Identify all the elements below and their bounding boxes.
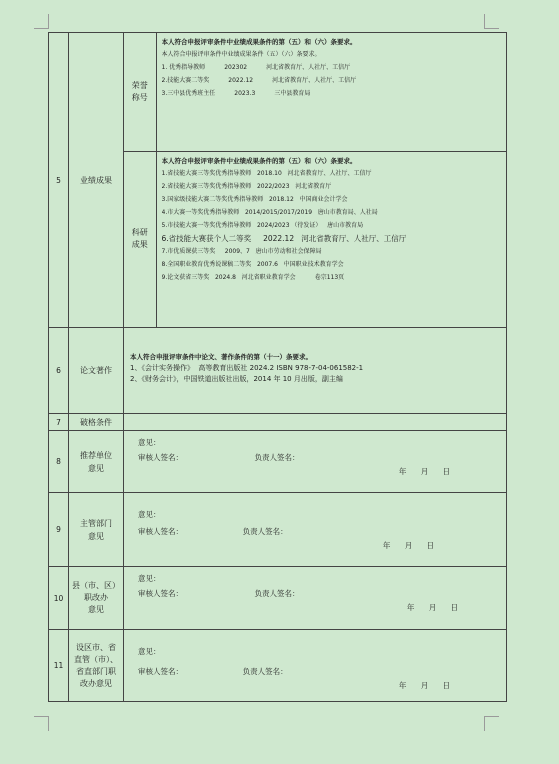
signer-fields: 审核人签名： 负责人签名： (138, 589, 300, 598)
research-item: 7.市优质课获三等奖 2009、7 唐山市劳动和社会保障局 (161, 247, 322, 255)
row-number: 6 (49, 328, 69, 414)
opinion-label: 意见： (138, 647, 161, 656)
research-item: 3.国家级技能大赛二等奖优秀指导教师 2018.12 中国商业会计学会 (161, 195, 348, 203)
row-city-office-opinion (49, 630, 507, 702)
exceptional-cell (124, 414, 507, 431)
row-label: 业绩成果 (69, 33, 124, 328)
row-number: 10 (49, 567, 69, 630)
research-heading: 本人符合申报评审条件中业绩成果条件的第（五）和（六）条要求。 (161, 156, 357, 165)
honors-heading: 本人符合申报评审条件中业绩成果条件的第（五）和（六）条要求。 (161, 38, 357, 46)
research-item: 5.市技能大赛一等奖优秀指导教师 2024/2023 （待发证） 唐山市教育局 (161, 221, 364, 229)
row-number: 7 (49, 414, 69, 431)
research-label-line: 成果 (131, 240, 148, 250)
date-field: 年 月 日 (398, 467, 450, 476)
row-number: 5 (49, 33, 69, 328)
achievements-cell (124, 33, 507, 328)
crop-mark-top-right (484, 14, 499, 29)
opinion-label: 意见： (138, 438, 161, 447)
research-item: 2.省技能大赛三等奖优秀指导教师 2022/2023 河北省教育厅 (161, 182, 332, 190)
honors-label-line: 称号 (131, 92, 148, 102)
honors-item: 2.技能大赛二等奖 2022.12 河北省教育厅、人社厅、工信厅 (161, 77, 357, 84)
row-label-line: 主管部门 (80, 518, 112, 528)
row-label-line: 意见 (88, 605, 104, 614)
honors-content (156, 33, 506, 151)
row-label: 论文著作 (69, 328, 124, 414)
opinion-cell (124, 431, 507, 493)
subrow-research (124, 151, 506, 327)
row-label: 破格条件 (69, 414, 124, 431)
research-label-line: 科研 (131, 228, 148, 238)
opinion-cell (124, 567, 507, 630)
opinion-label: 意见： (138, 510, 161, 519)
papers-cell (124, 328, 507, 414)
honors-item: 3.三中县优秀班主任 2023.3 三中县教育局 (161, 90, 311, 97)
date-field: 年 月 日 (398, 681, 450, 690)
row-label (69, 567, 124, 630)
row-label (69, 431, 124, 493)
achievements-subtable (124, 33, 506, 327)
signer-fields: 审核人签名： 负责人签名： (138, 527, 288, 536)
date-field: 年 月 日 (406, 603, 458, 612)
row-exceptional (49, 414, 507, 431)
crop-mark-top-left (34, 14, 49, 29)
row-label (69, 630, 124, 702)
honors-label (124, 33, 156, 151)
row-papers (49, 328, 507, 414)
honors-intro: 本人符合申报评审条件中业绩成果条件（五）（六）条要求。 (161, 51, 321, 58)
papers-line: 2、《财务会计》，中国铁道出版社出版，2014 年 10 月出版，副主编 (130, 375, 343, 383)
subrow-honors (124, 33, 506, 151)
crop-mark-bottom-right (484, 716, 499, 731)
row-county-office-opinion (49, 567, 507, 630)
research-item: 6.省技能大赛获个人二等奖 2022.12 河北省教育厅、人社厅、工信厅 (161, 233, 407, 243)
opinion-cell (124, 493, 507, 567)
research-item: 1.省技能大赛三等奖优秀指导教师 2018.10 河北省教育厅、人社厅、工信厅 (161, 169, 372, 177)
row-label-line: 推荐单位 (80, 450, 112, 460)
row-label-line: 意见 (88, 463, 104, 473)
papers-heading: 本人符合申报评审条件中论文、著作条件的第（十一）条要求。 (130, 353, 312, 361)
honors-label-line: 荣誉 (131, 80, 148, 90)
application-form-table (48, 32, 507, 702)
opinion-cell (124, 630, 507, 702)
row-number: 8 (49, 431, 69, 493)
row-label-line: 意见 (88, 531, 104, 541)
row-label-line: 直管（市）、 (74, 654, 118, 664)
research-item: 9.论文获省三等奖 2024.8 河北省职业教育学会 卷宗113页 (161, 273, 345, 281)
row-label-line: 县（市、区） (72, 581, 120, 590)
row-authority-opinion (49, 493, 507, 567)
row-label-line: 省直部门职 (76, 666, 116, 676)
papers-line: 1、《会计实务操作》 高等教育出版社 2024.2 ISBN 978-7-04-061582-1 (130, 364, 364, 372)
row-number: 9 (49, 493, 69, 567)
opinion-label: 意见： (138, 574, 161, 583)
signer-fields: 审核人签名： 负责人签名： (138, 667, 288, 676)
row-achievements (49, 33, 507, 328)
research-item: 8.全国职业教育优秀说课稿二等奖 2007.6 中国职业技术教育学会 (161, 260, 344, 268)
signer-fields: 审核人签名： 负责人签名： (138, 453, 300, 462)
row-label-line: 改办意见 (80, 678, 112, 688)
row-label-line: 职改办 (84, 593, 108, 602)
research-content (156, 151, 506, 327)
honors-item: 1. 优秀指导教师 202302 河北省教育厅、人社厅、工信厅 (161, 64, 351, 71)
crop-mark-bottom-left (34, 716, 49, 731)
row-recommender-opinion (49, 431, 507, 493)
row-label-line: 设区市、省 (76, 642, 116, 652)
row-number: 11 (49, 630, 69, 702)
row-label (69, 493, 124, 567)
research-label (124, 151, 156, 327)
date-field: 年 月 日 (382, 541, 434, 550)
research-item: 4.市大赛一等奖优秀指导教师 2014/2015/2017/2019 唐山市教育局、人社局 (161, 208, 378, 216)
